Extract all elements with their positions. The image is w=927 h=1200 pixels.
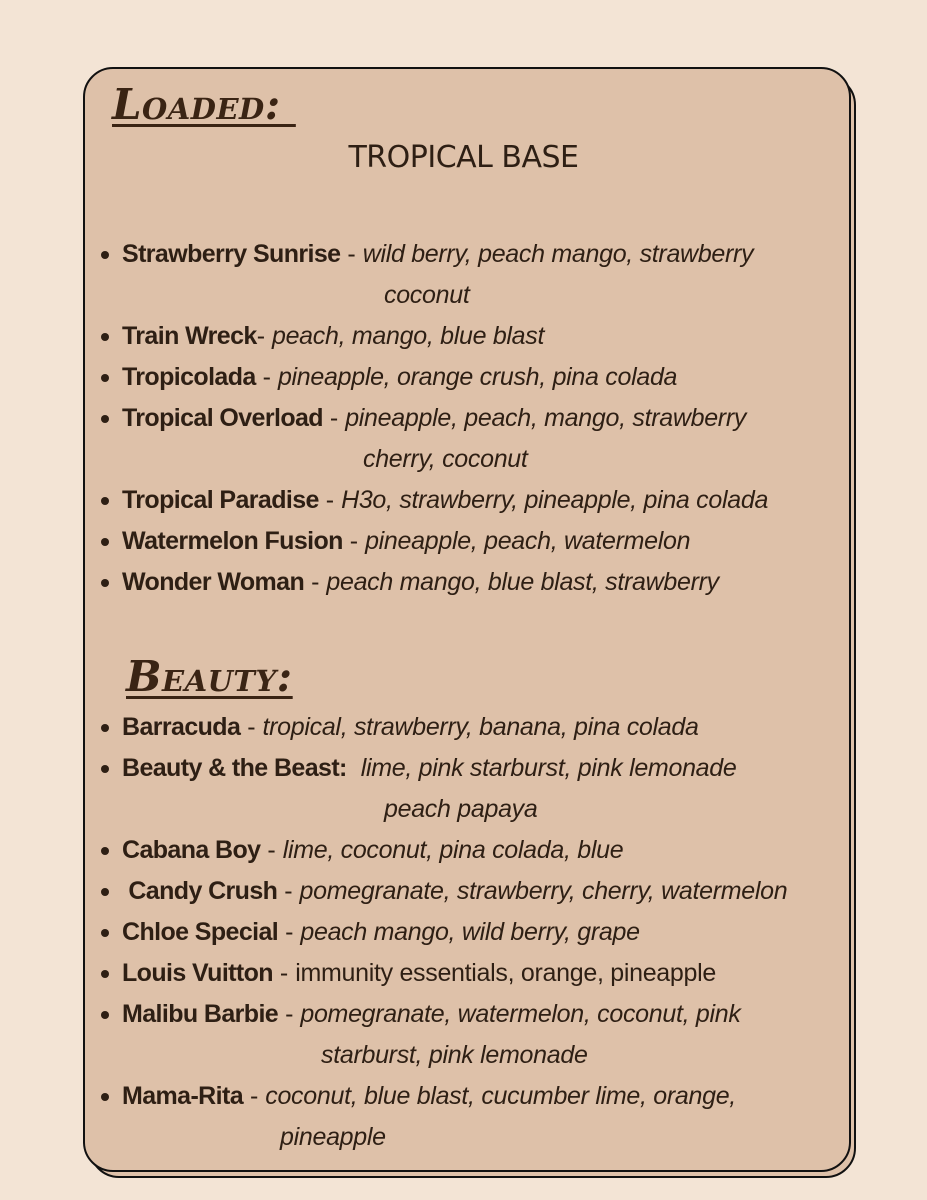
separator: - bbox=[340, 240, 363, 268]
drink-ingredients-continued: pineapple bbox=[280, 1123, 386, 1151]
drink-ingredients: coconut, blue blast, cucumber lime, orange, bbox=[265, 1082, 736, 1110]
separator: - bbox=[272, 959, 296, 987]
drink-ingredients: wild berry, peach mango, strawberry bbox=[362, 240, 754, 268]
menu-item bbox=[98, 398, 858, 480]
separator: - bbox=[318, 486, 342, 514]
separator bbox=[347, 754, 361, 782]
drink-ingredients: pineapple, peach, mango, strawberry bbox=[345, 404, 747, 432]
drink-name: Watermelon Fusion bbox=[122, 527, 343, 555]
menu-item bbox=[98, 357, 858, 398]
separator: - bbox=[277, 877, 300, 905]
loaded-heading: Loaded: bbox=[112, 80, 296, 129]
separator: - bbox=[243, 1082, 266, 1110]
drink-name: Cabana Boy bbox=[122, 836, 261, 864]
drink-ingredients-continued: peach papaya bbox=[384, 795, 538, 823]
tropical-base-subheading: TROPICAL BASE bbox=[348, 140, 579, 175]
drink-name: Tropical Paradise bbox=[122, 486, 319, 514]
menu-item bbox=[98, 871, 858, 912]
menu-item bbox=[98, 830, 858, 871]
separator: - bbox=[256, 322, 272, 350]
drink-name: Tropicolada bbox=[122, 363, 256, 391]
separator: - bbox=[278, 1000, 301, 1028]
drink-ingredients: pineapple, peach, watermelon bbox=[365, 527, 691, 555]
menu-item bbox=[98, 912, 858, 953]
drink-name: Train Wreck bbox=[122, 322, 257, 350]
drink-ingredients: peach mango, wild berry, grape bbox=[300, 918, 640, 946]
drink-name: Barracuda bbox=[122, 713, 241, 741]
drink-ingredients: peach mango, blue blast, strawberry bbox=[326, 568, 719, 596]
drink-ingredients: lime, coconut, pina colada, blue bbox=[282, 836, 624, 864]
separator: - bbox=[322, 404, 346, 432]
menu-item bbox=[98, 748, 858, 830]
drink-ingredients: peach, mango, blue blast bbox=[271, 322, 545, 350]
drink-ingredients: pomegranate, watermelon, coconut, pink bbox=[300, 1000, 741, 1028]
drink-ingredients: pineapple, orange crush, pina colada bbox=[277, 363, 678, 391]
drink-name: Beauty & the Beast: bbox=[122, 754, 347, 782]
menu-item bbox=[98, 994, 858, 1076]
loaded-list bbox=[98, 234, 858, 603]
drink-name: Chloe Special bbox=[122, 918, 279, 946]
drink-name: Tropical Overload bbox=[122, 404, 323, 432]
drink-name: Strawberry Sunrise bbox=[122, 240, 341, 268]
drink-name: Malibu Barbie bbox=[122, 1000, 279, 1028]
separator: - bbox=[255, 363, 278, 391]
menu-item bbox=[98, 316, 858, 357]
drink-ingredients-continued: cherry, coconut bbox=[363, 445, 528, 473]
separator: - bbox=[240, 713, 263, 741]
separator: - bbox=[342, 527, 366, 555]
menu-item bbox=[98, 234, 858, 316]
drink-ingredients: pomegranate, strawberry, cherry, watermelon bbox=[299, 877, 788, 905]
menu-item bbox=[98, 521, 858, 562]
menu-item bbox=[98, 707, 858, 748]
drink-name: Mama-Rita bbox=[122, 1082, 244, 1110]
separator: - bbox=[278, 918, 301, 946]
drink-name: Louis Vuitton bbox=[122, 959, 273, 987]
menu-item bbox=[98, 1076, 858, 1158]
drink-ingredients: tropical, strawberry, banana, pina colada bbox=[262, 713, 699, 741]
drink-name: Candy Crush bbox=[122, 877, 278, 905]
drink-ingredients: immunity essentials, orange, pineapple bbox=[295, 959, 716, 987]
separator: - bbox=[304, 568, 327, 596]
beauty-list bbox=[98, 707, 858, 1158]
menu-item bbox=[98, 953, 858, 994]
drink-ingredients: H3o, strawberry, pineapple, pina colada bbox=[341, 486, 769, 514]
drink-name: Wonder Woman bbox=[122, 568, 305, 596]
menu-item bbox=[98, 562, 858, 603]
drink-ingredients-continued: coconut bbox=[384, 281, 470, 309]
beauty-heading: Beauty: bbox=[126, 652, 293, 701]
separator: - bbox=[260, 836, 283, 864]
drink-ingredients: lime, pink starburst, pink lemonade bbox=[360, 754, 737, 782]
menu-item bbox=[98, 480, 858, 521]
drink-ingredients-continued: starburst, pink lemonade bbox=[321, 1041, 588, 1069]
